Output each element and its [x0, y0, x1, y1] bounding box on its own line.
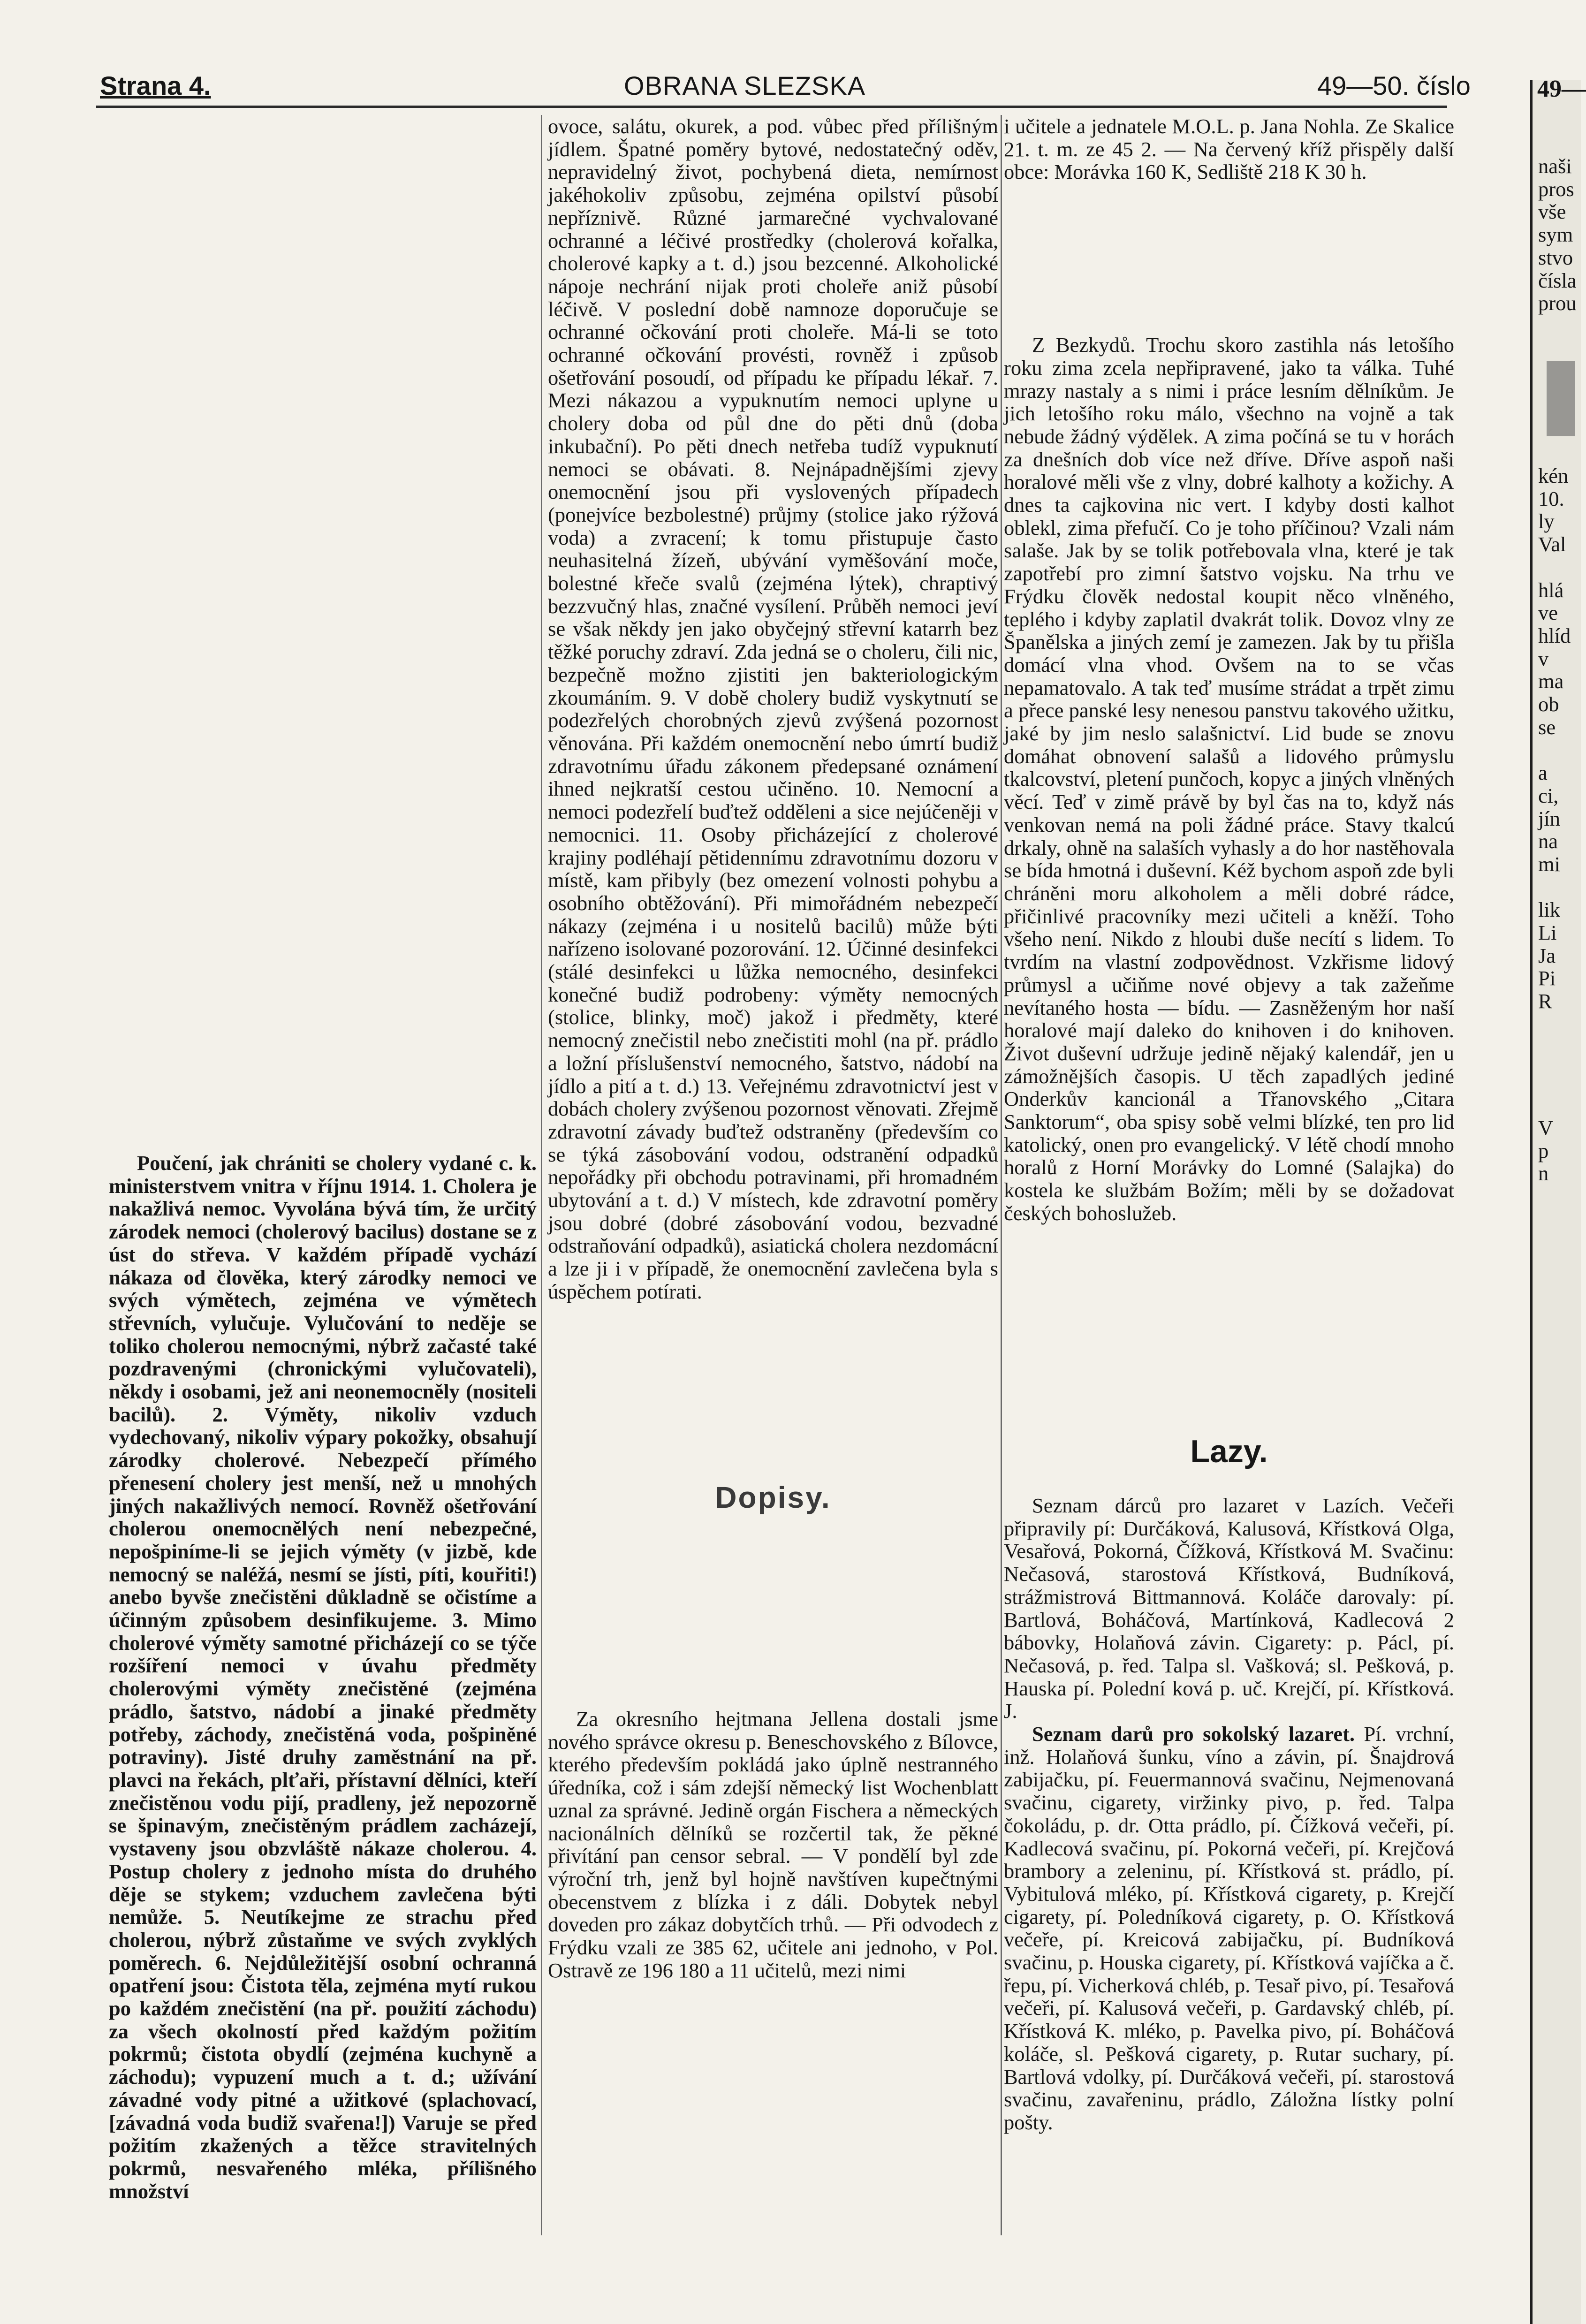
- adjacent-page-line: 10.: [1538, 486, 1564, 510]
- adjacent-page-line: Pi: [1538, 966, 1556, 990]
- column-rule-2: [1001, 115, 1002, 2235]
- cholera-article-continued: [548, 115, 998, 1303]
- adjacent-page-line: vše: [1538, 200, 1566, 224]
- lazy-section: [1004, 1494, 1454, 2134]
- lazy-heading: Lazy.: [1190, 1434, 1268, 1469]
- adjacent-page-line: v: [1538, 646, 1549, 670]
- adjacent-page-line: hlá: [1538, 578, 1564, 602]
- donors-list: Večeři připravily pí: Durčáková, Kalusová, Křístková Olga, Vesařová, Pokorná, Čížková, Křístková M. Svačinu: Nečasová, starostová Křístková, Budníková, strážmistrová Bittmannová. Koláče darovaly: pí. Bartlová, Boháčová, Martínková, Kadlecová 2 bábovky, Holaňová závin. Cigarety: p. Pácl, pí. Nečasová, p. řed. Talpa sl. Vašková; sl. Pešková, p. Hauska pí. Polední ková p. uč. Krejčí, pí. Křístková. J.: [1004, 1494, 1454, 1723]
- letters-heading: Dopisy.: [715, 1481, 831, 1514]
- adjacent-page-line: ci,: [1538, 783, 1559, 807]
- cholera-article-title: Poučení, jak chrániti se cholery: [137, 1151, 422, 1175]
- adjacent-page-line: naši: [1538, 154, 1572, 178]
- adjacent-page-dark-block: [1547, 361, 1575, 436]
- adjacent-page-line: prou: [1538, 291, 1577, 315]
- donors-list-title: Seznam dárců pro lazaret v Lazích.: [1032, 1494, 1385, 1517]
- adjacent-page-line: čísla: [1538, 268, 1577, 292]
- adjacent-page-line: ly: [1538, 509, 1555, 533]
- adjacent-page-text-2: [1538, 464, 1571, 1013]
- adjacent-page-line: p: [1538, 1139, 1549, 1162]
- adjacent-page-line: a: [1538, 761, 1548, 785]
- bezkydy-article: Z Bezkydů. Trochu skoro zastihla nás letošího roku zima zcela nepřipravené, jako ta válka. Tuhé mrazy nastaly a s nimi i práce lesním dělníkům. Je jich letošího roku málo, všechno na vojně a tak nebude žádný výdělek. A zima počíná se tu v horách za dnešních dob více než dříve. Dříve aspoň naši horalové měli vše z vlny, dobré kalhoty a kožichy. A dnes ta cajkovina nic vert. I kdyby dosti kalhot oblekl, zima přefučí. Co je toho příčinou? Vzali nám salaše. Jak by se tolik potřebovala vlna, které je tak zapotřebí pro zimní šatstvo vojsku. Na trhu ve Frýdku člověk nedostal koupit něco vlněného, teplého i kdyby zaplatil dvakrát tolik. Dovoz vlny ze Španělska a jiných zemí je zamezen. Jak by tu přišla domácí vlna vhod. Ovšem na to se včas nepamatovalo. A tak teď musíme strádat a trpět zimu a přece panské lesy nenesou panstvu takového užitku, jaké by jim neslo salašnictví. Lid bude se znovu domáhat obnovení salašů a lidového průmyslu tkalcovství, pletení punčoch, kopyc a jiných vlněných věcí. Teď v zimě právě by byl čas na to, když nás venkovan nemá na poli žádné práce. Stavy tkalcú drkaly, ohně na salaších vyhasly a do hor nastěhovala se bída hmotná i duševní. Kéž bychom aspoň zde byli chráněni moru alkoholem a měli dobré rádce, přičinlivé pracovníky mezi učiteli a kněží. Toho všeho není. Nikdo z hloubi duše necítí s lidem. To tvrdím na vlastní zodpovědnost. Vzkřisme lidový průmysl a učiňme nové objevy a tak zažeňme nevítaného hosta — bídu. — Zasněženým hor naší horalové mají daleko do knihoven i do knihoven. Život duševní udržuje jedině nějaký kalendář, jen u zámožnějších časopis. U těch zapadlých jediné Onderkův kancionál a Třanovského „Citara Sanktorum“, oba spisy sobě velmi blízké, ten pro lid katolický, onen pro evangelický. V létě chodí mnoho horalů z Horní Morávky do Lomné (Salajka) do kostela ke službám Božím; měli by se dožadovat českých bohoslužeb.: [1004, 333, 1454, 1225]
- adjacent-page-text-3: [1538, 1116, 1553, 1185]
- adjacent-page-line: V: [1538, 1116, 1554, 1139]
- adjacent-page-line: mi: [1538, 852, 1560, 876]
- cholera-article-continued-text: ovoce, salátu, okurek, a pod. vůbec před přílišným jídlem. Špatné poměry bytové, nedostatečný oděv, nepravidelný život, pochybená dieta, nemírnost jakéhokoliv způsobu, zejména opilství působí nepříznivě. Různé jarmarečné vychvalované ochranné a léčivé prostředky (cholerová kořalka, cholerové kapky a t. d.) jsou bezcenné. Alkoholické nápoje nechrání nijak proti choleře aniž působí léčivě. V poslední době namnoze doporučuje se ochranné očkování proti choleře. Má-li se toto ochranné očkování provésti, rovněž i způsob ošetřování posoudí, od případu ke případu lékař. 7. Mezi nákazou a vypuknutím nemoci uplyne u cholery doba od půl dne do pěti dnů (doba inkubační). Po pěti dnech netřeba tudíž vypuknutí nemoci se obávati. 8. Nejnápadnějšími zjevy onemocnění jsou při vyslovených případech (ponejvíce bezbolestné) průjmy (stolice jako rýžová voda) a zvracení; k tomu přistupuje často neuhasitelná žízeň, ubývání vyměšování moče, bolestné křeče svalů (zejména lýtek), chraptivý bezzvučný hlas, značné vysílení. Průběh nemoci jeví se však někdy jen jako obyčejný střevní katarrh bez těžké poruchy zdraví. Zda jedná se o choleru, čili nic, bezpečně možno zjistiti jen bakteriologickým zkoumáním. 9. V době cholery budiž vyskytnutí se podezřelých chorobných zjevů zvýšená pozornost věnována. Při každém onemocnění nebo úmrtí budiž zdravotnímu úřadu zákonem předepsané oznámení ihned nejkratší cestou učiněno. 10. Nemocní a nemoci podezřelí buďtež odděleni a sice nejúčeněji v nemocnici. 11. Osoby přicházející z cholerové krajiny podléhají pětidennímu zdravotnímu dozoru v místě, kam přibyly (bez omezení volnosti pohybu a osobního obtěžování). Při mimořádném nebezpečí nákazy (zejména i u nositelů bacilů) může býti nařízeno isolované pozorování. 12. Účinné desinfekci (stálé desinfekci u lůžka nemocného, desinfekci konečné budiž podrobeny: výměty nemocných (stolice, blinky, moč) jakož i předměty, které nemocný znečistil nebo znečistiti mohl (na př. prádlo a ložní příslušenství nemocného, šatstvo, nádobí na jídlo a pití a t. d.) 13. Veřejnému zdravotnictví jest v dobách cholery zvýšenou pozornost věnovati. Zřejmě zdravotní závady buďtež odstraněny (především co se týká zásobování vodou, odstranění odpadků nepořádky při obchodu potravinami, při hromadném ubytování a t. d.) V místech, kde zdravotní poměry jsou dobré (dobré zásobování vodou, bezvadné odstraňování odpadků), asiatická cholera nezdomácní a lze ji i v případě, že onemocnění zavlečena byla s úspěchem potírati.: [548, 114, 998, 1303]
- adjacent-page-line: na: [1538, 829, 1558, 853]
- newspaper-title: OBRANA SLEZSKA: [624, 71, 866, 100]
- header-rule: [96, 106, 1447, 108]
- adjacent-page-line: Ja: [1538, 943, 1556, 967]
- adjacent-page-line: ma: [1538, 669, 1564, 693]
- adjacent-page-line: lik: [1538, 898, 1560, 922]
- adjacent-page-line: ob: [1538, 692, 1559, 716]
- adjacent-page-line: [1538, 738, 1571, 761]
- sokol-donors-list: Pí. vrchní, inž. Holaňová šunku, víno a závin, pí. Šnajdrová zabijačku, pí. Feuermannová svačinu, Nejmenovaná svačinu, cigarety, viržinky pivo, p. řed. Talpa čokoládu, p. dr. Otta prádlo, pí. Čížková večeři, pí. Kadlecová svačinu, pí. Pokorná večeři, pí. Krejčová brambory a zeleninu, pí. Křístková st. prádlo, pí. Vybitulová mléko, pí. Křístková cigarety, p. Krejčí cigarety, pí. Poledníková cigarety, p. O. Křístková večeře, pí. Kreicová zabijačku, pí. Budníková svačinu, p. Houska cigarety, pí. Křístková vajíčka a č. řepu, pí. Vicherková chléb, p. Tesař pivo, pí. Tesařová večeři, pí. Kalusová večeři, p. Gardavský chléb, pí. Křístková K. mléko, p. Pavelka pivo, pí. Boháčová koláče, sl. Pešková cigarety, p. Rutar suchary, pí. Bartlová vdolky, pí. Durčáková večeři, pí. starostová svačinu, zavařeninu, prádlo, Záložna lístky polní pošty.: [1004, 1722, 1455, 2134]
- column-gap: [1004, 183, 1454, 334]
- adjacent-page-line: R: [1538, 989, 1552, 1013]
- adjacent-page-text-1: [1538, 155, 1577, 315]
- adjacent-page-line: se: [1538, 715, 1556, 739]
- page-number: Strana 4.: [100, 71, 211, 100]
- adjacent-page-line: ve: [1538, 601, 1558, 625]
- adjacent-page-line: Li: [1538, 921, 1557, 945]
- adjacent-page-header: 49—: [1537, 76, 1586, 102]
- adjacent-page-line: sym: [1538, 223, 1573, 247]
- letters-section: [548, 1708, 998, 1982]
- adjacent-page-line: jín: [1538, 806, 1560, 830]
- cholera-article: [109, 1152, 537, 2202]
- news-paragraph-1: i učitele a jednatele M.O.L. p. Jana Nohla. Ze Skalice 21. t. m. ze 45 2. — Na červený kříž přispěly další obce: Morávka 160 K, Sedliště 218 K 30 h.: [1004, 114, 1454, 184]
- adjacent-page-line: hlíd: [1538, 623, 1571, 647]
- adjacent-page-line: [1538, 876, 1571, 899]
- adjacent-page-line: Val: [1538, 532, 1566, 556]
- adjacent-page-line: kén: [1538, 464, 1569, 487]
- adjacent-page-line: n: [1538, 1162, 1549, 1185]
- column-rule-1: [541, 115, 542, 2235]
- adjacent-page-line: pros: [1538, 177, 1574, 201]
- adjacent-page-line: [1538, 556, 1571, 579]
- sokol-donors-title: Seznam darů pro sokolský lazaret.: [1032, 1722, 1355, 1746]
- cholera-article-body: vydané c. k. ministerstvem vnitra v říjnu 1914. 1. Cholera je nakažlivá nemoc. Vyvolána bývá tím, že určitý zárodek nemoci (cholerový bacilus) dostane se z úst do střeva. V každém případě vychází nákaza od člověka, který zárodky nemoci ve svých výmětech, zejména ve výmětech střevních, vylučuje. Vylučování to neděje se toliko cholerou nemocnými, nýbrž začasté také pozdravenými (chronickými vylučovateli), někdy i osobami, jež ani neonemocněly (nositeli bacilů). 2. Výměty, nikoliv vzduch vydechovaný, nikoliv výpary pokožky, obsahují zárodky cholerové. Nebezpečí přímého přenesení cholery jest menší, než u mnohých jiných nakažlivých nemocí. Rovněž ošetřování cholerou onemocnělých není nebezpečné, nepošpiníme-li se jejich výměty (v jizbě, kde nemocný se naléžá, nesmí se jísti, píti, kouřiti!) anebo byvše znečistěni důkladně se očistíme a účinným způsobem desinfikujeme. 3. Mimo cholerové výměty samotné přicházejí co se týče rozšíření nemoci v úvahu předměty cholerovými výměty znečistěné (zejména prádlo, šatstvo, nádobí a jinaké předměty potřeby, záchody, znečistěná voda, pošpiněné potraviny). Jisté druhy zaměstnání na př. plavci na řekách, plťaři, přístavní dělníci, kteří znečistěnou vodu pijí, pradleny, jež nepozorně se špinavým, znečistěným prádlem zacházejí, vystaveny jsou obzvláště nákaze cholerou. 4. Postup cholery z jednoho místa do druhého děje se stykem; vzduchem zavlečena býti nemůže. 5. Neutíkejme ze strachu před cholerou, nýbrž zůstaňme ve svých zvyklých poměrech. 6. Nejdůležitější osobní ochranná opatření jsou: Čistota těla, zejména mytí rukou po každém znečistění (na př. použití záchodu) za všech okolností před každým požitím pokrmů; čistota obydlí (zejména kuchyně a záchodu); vypuzení much a t. d.; užívání závadné vody pitné a užitkové (splachovací, [závadná voda budiž svařena!]) Varuje se před požitím zkažených a těžce stravitelných pokrmů, nesvařeného mléka, přílišného množství: [109, 1151, 537, 2203]
- adjacent-page-line: stvo: [1538, 245, 1573, 269]
- adjacent-page-edge: [1530, 76, 1586, 2324]
- right-column: [1004, 115, 1454, 1225]
- letter-text: Za okresního hejtmana Jellena dostali jsme nového správce okresu p. Beneschovského z Bílovce, kterého především pokládá jako úplně nestranného úředníka, což i sám zdejší německý list Wochenblatt uznal za správné. Jedině orgán Fischera a německých nacionálních dělníků se rozčertil tak, že pěkné přivítání pan censor sebral. — V pondělí byl zde výroční trh, jenž byl hojně navštíven kupečtnými obecenstvem z blízka i z dáli. Dobytek nebyl doveden pro zákaz dobytčích trhů. — Při odvodech z Frýdku vzali ze 385 62, učitele ani jednoho, v Pol. Ostravě ze 196 180 a 11 učitelů, mezi nimi: [548, 1707, 998, 1982]
- issue-number: 49—50. číslo: [1317, 71, 1471, 100]
